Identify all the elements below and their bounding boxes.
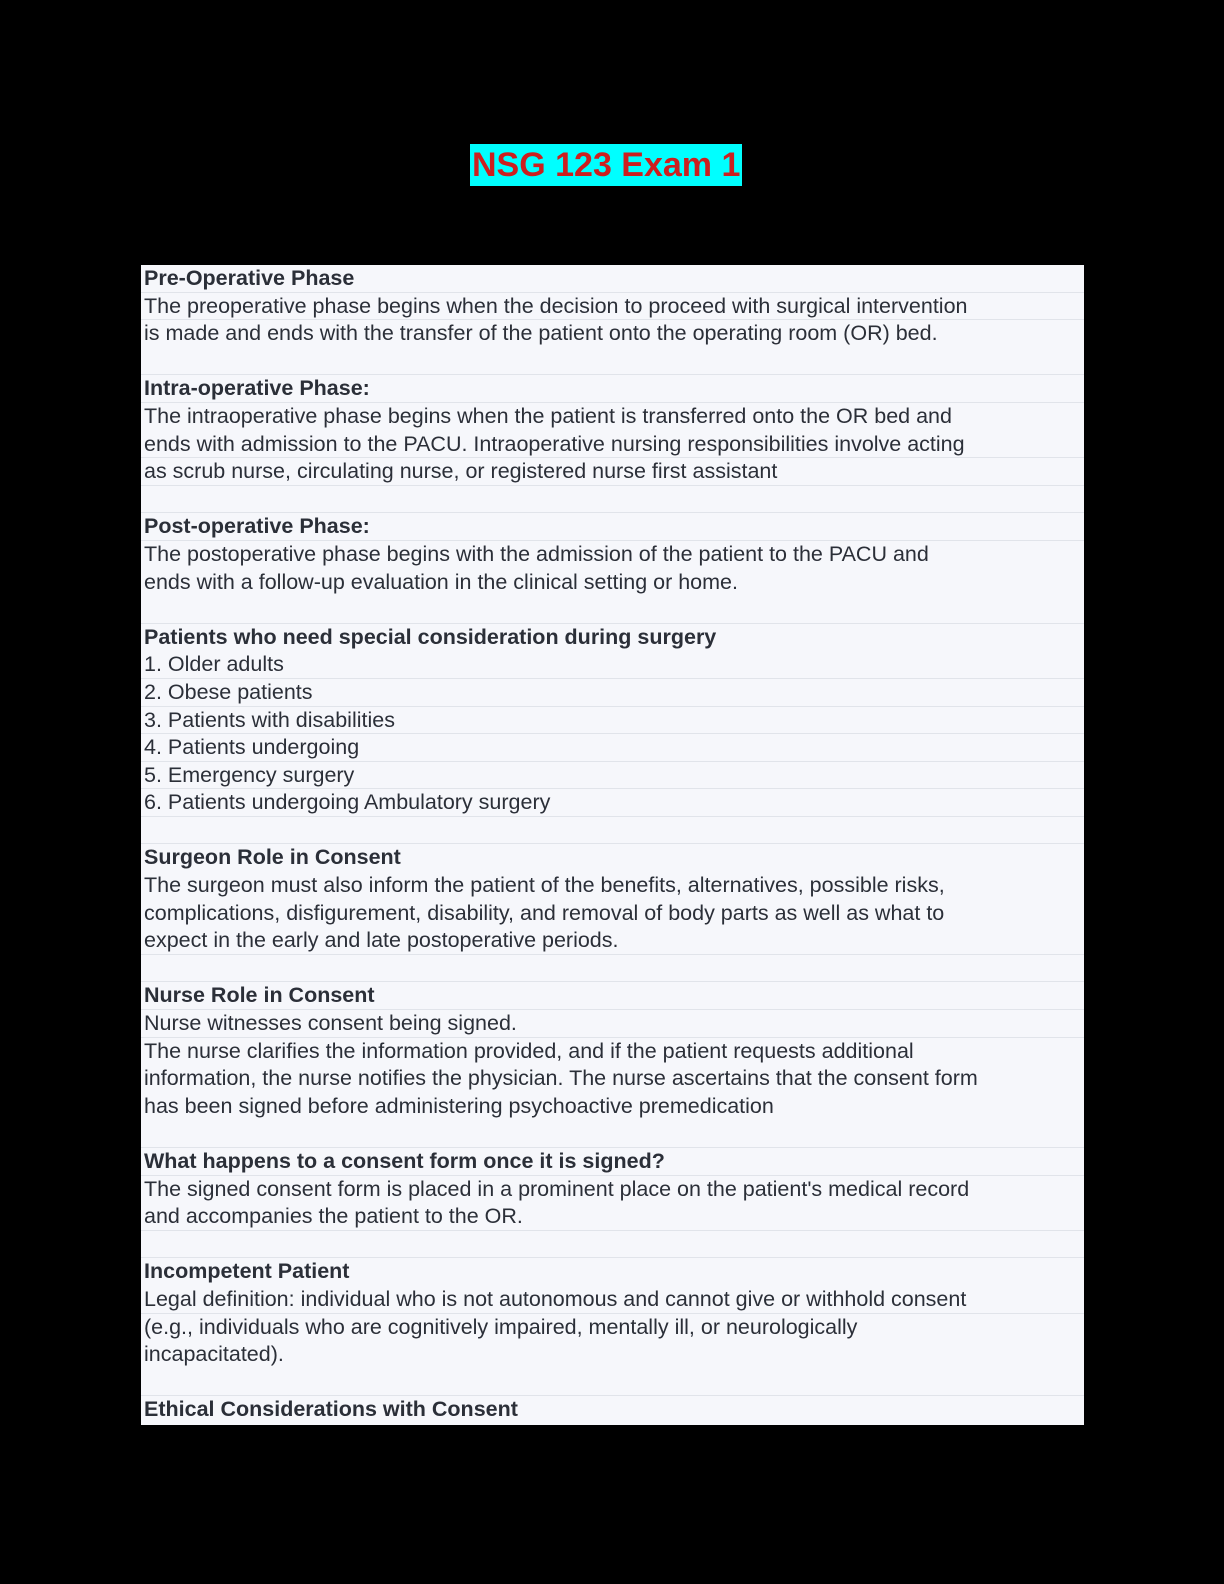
text-line: 6. Patients undergoing Ambulatory surgery bbox=[141, 789, 1084, 817]
text-line: as scrub nurse, circulating nurse, or registered nurse first assistant bbox=[141, 458, 1084, 486]
text-line: ends with admission to the PACU. Intraoperative nursing responsibilities involve acting bbox=[141, 431, 1084, 459]
section-heading: Patients who need special consideration during surgery bbox=[144, 624, 717, 649]
blank-row bbox=[141, 817, 1084, 845]
text-line: is made and ends with the transfer of the patient onto the operating room (OR) bed. bbox=[144, 321, 938, 346]
section-heading: Post-operative Phase: bbox=[141, 513, 1084, 541]
blank-row bbox=[141, 348, 1084, 376]
text-line: The nurse clarifies the information provided, and if the patient requests additional bbox=[144, 1038, 914, 1063]
section-heading: Surgeon Role in Consent bbox=[144, 845, 401, 870]
blank-row bbox=[141, 1231, 1084, 1259]
text-line: 3. Patients with disabilities bbox=[141, 707, 1084, 735]
notes-sheet bbox=[141, 265, 1084, 1425]
text-line: Nurse witnesses consent being signed. bbox=[141, 1010, 1084, 1038]
blank-row bbox=[141, 596, 1084, 624]
text-line: The signed consent form is placed in a prominent place on the patient's medical record bbox=[144, 1176, 970, 1201]
text-line: information, the nurse notifies the physician. The nurse ascertains that the consent form bbox=[144, 1066, 978, 1091]
text-line: complications, disfigurement, disability, and removal of body parts as well as what to bbox=[144, 900, 945, 925]
blank-row bbox=[141, 1120, 1084, 1148]
section-heading: Pre-Operative Phase bbox=[141, 265, 1084, 293]
section-heading: Intra-operative Phase: bbox=[141, 375, 1084, 403]
text-line: The preoperative phase begins when the decision to proceed with surgical intervention bbox=[141, 293, 1084, 321]
section-heading: Nurse Role in Consent bbox=[141, 982, 1084, 1010]
text-line: 1. Older adults bbox=[141, 651, 1084, 679]
text-line: has been signed before administering psychoactive premedication bbox=[144, 1093, 774, 1118]
text-line: and accompanies the patient to the OR. bbox=[141, 1203, 1084, 1231]
section-heading: Incompetent Patient bbox=[144, 1259, 350, 1284]
text-line: Legal definition: individual who is not autonomous and cannot give or withhold consent bbox=[141, 1286, 1084, 1314]
text-line: ends with a follow-up evaluation in the clinical setting or home. bbox=[144, 569, 738, 594]
text-line: 4. Patients undergoing bbox=[141, 734, 1084, 762]
text-line: The postoperative phase begins with the admission of the patient to the PACU and bbox=[144, 541, 929, 566]
text-line: expect in the early and late postoperative periods. bbox=[141, 927, 1084, 955]
text-line: 5. Emergency surgery bbox=[141, 762, 1084, 790]
section-heading: What happens to a consent form once it is signed? bbox=[141, 1148, 1084, 1176]
page-title: NSG 123 Exam 1 bbox=[472, 146, 741, 184]
text-line: The surgeon must also inform the patient of the benefits, alternatives, possible risks, bbox=[144, 873, 945, 898]
blank-row bbox=[141, 955, 1084, 983]
section-heading: Ethical Considerations with Consent bbox=[144, 1397, 518, 1422]
text-line: 2. Obese patients bbox=[141, 679, 1084, 707]
text-line: The intraoperative phase begins when the patient is transferred onto the OR bed and bbox=[144, 403, 952, 428]
blank-row bbox=[141, 486, 1084, 514]
text-line: (e.g., individuals who are cognitively impaired, mentally ill, or neurologically bbox=[144, 1314, 858, 1339]
text-line: incapacitated). bbox=[144, 1342, 284, 1367]
blank-row bbox=[141, 1369, 1084, 1397]
